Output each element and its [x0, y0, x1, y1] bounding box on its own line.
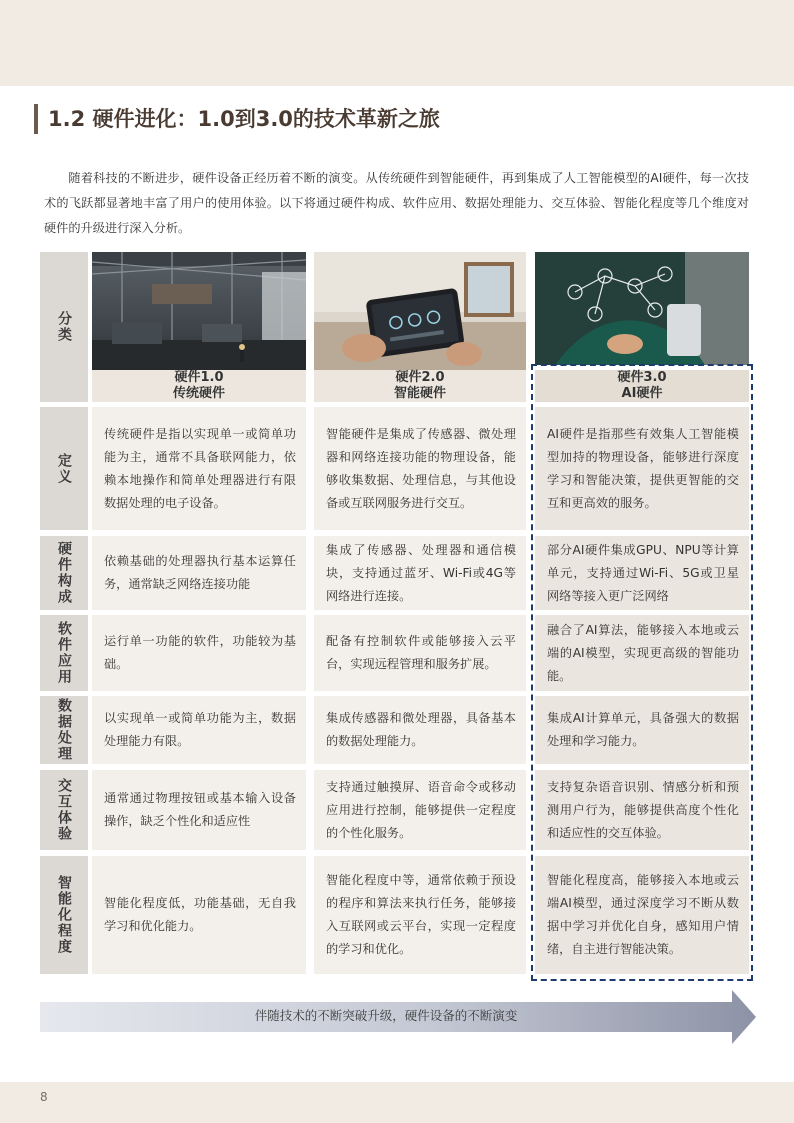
category-label-hardware-2: 硬件2.0 智能硬件 — [314, 370, 526, 402]
header-band — [0, 0, 794, 86]
composition-hardware-1: 依赖基础的处理器执行基本运算任务，通常缺乏网络连接功能 — [92, 536, 306, 610]
data-hardware-1: 以实现单一或简单功能为主，数据处理能力有限。 — [92, 696, 306, 764]
interaction-hardware-1: 通常通过物理按钮或基本输入设备操作，缺乏个性化和适应性 — [92, 770, 306, 850]
composition-hardware-3: 部分AI硬件集成GPU、NPU等计算单元，支持通过Wi-Fi、5G或卫星网络等接入更广泛网络 — [535, 536, 749, 610]
row-header-definition: 定义 — [40, 407, 88, 530]
intro-paragraph: 随着科技的不断进步，硬件设备正经历着不断的演变。从传统硬件到智能硬件，再到集成了人工智能模型的AI硬件，每一次技术的飞跃都显著地丰富了用户的使用体验。以下将通过硬件构成、软件应用、数据处理能力、交互体验、智能化程度等几个维度对硬件的升级进行深入分析。 — [44, 171, 749, 235]
factory-photo — [92, 252, 306, 370]
data-hardware-2: 集成传感器和微处理器，具备基本的数据处理能力。 — [314, 696, 526, 764]
software-hardware-1: 运行单一功能的软件，功能较为基础。 — [92, 615, 306, 691]
row-header-interaction: 交互体验 — [40, 770, 88, 850]
page-number: 8 — [40, 1090, 48, 1104]
tablet-photo — [314, 252, 526, 370]
ai-phone-photo — [535, 252, 749, 365]
category-label-hardware-3: 硬件3.0 AI硬件 — [535, 370, 749, 402]
data-hardware-3: 集成AI计算单元，具备强大的数据处理和学习能力。 — [535, 696, 749, 764]
row-header-category: 分类 — [40, 252, 88, 402]
footer-band — [0, 1082, 794, 1123]
row-header-software: 软件应用 — [40, 615, 88, 691]
software-hardware-3: 融合了AI算法，能够接入本地或云端的AI模型，实现更高级的智能功能。 — [535, 615, 749, 691]
definition-hardware-2: 智能硬件是集成了传感器、微处理器和网络连接功能的物理设备，能够收集数据、处理信息，与其他设备或互联网服务进行交互。 — [314, 407, 526, 530]
software-hardware-2: 配备有控制软件或能够接入云平台，实现远程管理和服务扩展。 — [314, 615, 526, 691]
evolution-arrow-caption: 伴随技术的不断突破升级，硬件设备的不断演变 — [254, 1008, 518, 1023]
definition-hardware-3: AI硬件是指那些有效集人工智能模型加持的物理设备，能够进行深度学习和智能决策，提供更智能的交互和更高效的服务。 — [535, 407, 749, 530]
row-header-data-processing: 数据处理 — [40, 696, 88, 764]
intelligence-hardware-2: 智能化程度中等，通常依赖于预设的程序和算法来执行任务，能够接入互联网或云平台，实现一定程度的学习和优化。 — [314, 856, 526, 974]
row-header-intelligence: 智能化程度 — [40, 856, 88, 974]
interaction-hardware-2: 支持通过触摸屏、语音命令或移动应用进行控制，能够提供一定程度的个性化服务。 — [314, 770, 526, 850]
intelligence-hardware-3: 智能化程度高，能够接入本地或云端AI模型，通过深度学习不断从数据中学习并优化自身，感知用户情绪，自主进行智能决策。 — [535, 856, 749, 974]
definition-hardware-1: 传统硬件是指以实现单一或简单功能为主，通常不具备联网能力，依赖本地操作和简单处理器进行有限数据处理的电子设备。 — [92, 407, 306, 530]
interaction-hardware-3: 支持复杂语音识别、情感分析和预测用户行为，能够提供高度个性化和适应性的交互体验。 — [535, 770, 749, 850]
row-header-hardware-composition: 硬件构成 — [40, 536, 88, 610]
category-label-hardware-1: 硬件1.0 传统硬件 — [92, 370, 306, 402]
title-accent-bar — [34, 104, 38, 134]
composition-hardware-2: 集成了传感器、处理器和通信模块，支持通过蓝牙、Wi-Fi或4G等网络进行连接。 — [314, 536, 526, 610]
intelligence-hardware-1: 智能化程度低，功能基础，无自我学习和优化能力。 — [92, 856, 306, 974]
section-title: 1.2 硬件进化：1.0到3.0的技术革新之旅 — [48, 107, 440, 131]
